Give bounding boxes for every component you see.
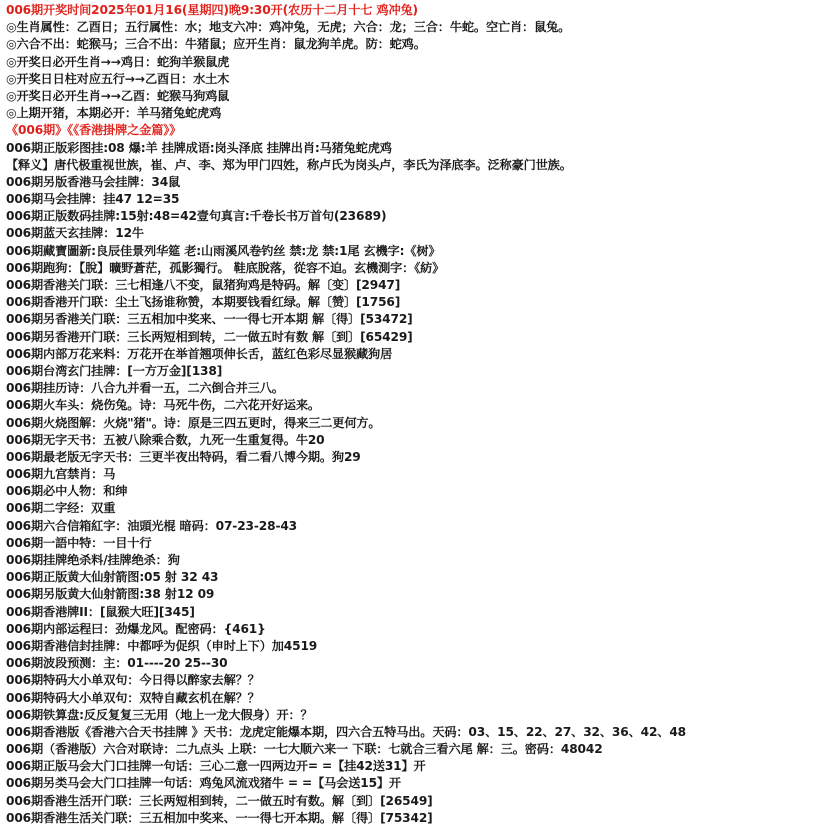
text-line: 006期波段预测：主：01----20 25--30	[6, 656, 228, 671]
text-line: ◎开奖日必开生肖→→鸡日：蛇狗羊猴鼠虎	[6, 54, 230, 69]
text-line: 006期香港关门联：三七相逢八不变，鼠猪狗鸡是特码。解〔变〕[2947]	[6, 278, 401, 292]
text-line: 006期内部运程曰：劲爆龙风。配密码：{461}	[6, 621, 266, 636]
text-line: 006期正版数码挂牌:15射:48=42壹句真言:千卷长书万首句(23689)	[6, 209, 387, 224]
text-line: 006期香港开门联：尘土飞扬谁称赞，本期要钱看红绿。解〔赞〕[1756]	[6, 295, 401, 310]
text-line: 006期蓝天玄挂牌：12牛	[6, 226, 144, 241]
text-line: 006期正版黄大仙射箭图:05 射 32 43	[6, 570, 219, 585]
text-line: ◎六合不出：蛇猴马；三合不出：牛猪鼠；应开生肖：鼠龙狗羊虎。防：蛇鸡。	[6, 37, 426, 52]
text-line: 006期香港版《香港六合天书挂牌 》天书：龙虎定能爆本期，四六合五特马出。天码：03、15、22、27、32、36、42、48	[6, 724, 686, 739]
text-line: 006期香港信封挂牌：中都呼为促织（申时上下）加4519	[6, 638, 318, 653]
text-line: ◎上期开猪，本期必开：羊马猪兔蛇虎鸡	[6, 106, 222, 121]
text-line: 006期挂牌绝杀料/挂牌绝杀：狗	[6, 553, 180, 567]
text-line: 006期正版马会大门口挂牌一句话：三心二意一四两边开= =【挂42送31】开	[6, 759, 426, 774]
text-line: 【释义】唐代极重视世族，崔、卢、李、郑为甲门四姓，称卢氏为岗头卢，李氏为泽底李。泛称豪门世族。	[6, 157, 572, 172]
text-line: 006期火车头：烧伤兔。诗：马死牛伤，二六花开好运来。	[6, 398, 320, 413]
text-line: 006期内部万花来料：万花开在举首翘项伸长舌，蓝红色彩尽显猴藏狗居	[6, 346, 393, 361]
text-line: 006期挂历诗：八合九并看一五，二六倒合并三八。	[6, 381, 284, 396]
text-line: ◎生肖属性：乙酉日；五行属性：水；地支六冲：鸡冲兔，无虎；六合：龙；三合：牛蛇。空亡肖：鼠兔。	[6, 20, 571, 35]
text-line: 006期另版黄大仙射箭图:38 射12 09	[6, 587, 215, 602]
text-line: 006期铁算盘:反反复复三无用（地上一龙大假身）开：？	[6, 707, 313, 722]
text-line: 006期特码大小单双句：双特自藏玄机在解？？	[6, 690, 260, 705]
text-line: 006期跑狗：【脫】曠野蒼茫，孤影獨行。 鞋底脫落，從容不迫。玄機測字：《紡》	[6, 260, 445, 275]
text-line: 006期无字天书：五被八除乘合数，九死一生重复得。牛20	[6, 432, 325, 447]
text-line: 006期（香港版）六合对联诗：二九点头 上联：一七大顺六来一 下联：七就合三看六尾 解：三。密码：48042	[6, 742, 603, 757]
text-line: 006期一語中特：一目十行	[6, 535, 152, 550]
text-line: 006期正版彩图挂:08 爆:羊 挂牌成语:岗头泽底 挂牌出肖:马猪兔蛇虎鸡	[6, 140, 392, 155]
text-line: 006期特码大小单双句：今日得以醉家去解？？	[6, 673, 260, 688]
text-line: 006期台湾玄门挂牌：[一方万金][138]	[6, 363, 223, 378]
text-line: 006期另香港开门联：三长两短相到转，二一做五时有数 解〔到〕[65429]	[6, 329, 413, 344]
text-line: 006期火烧图解：火烧"猪"。诗：原是三四五更时，得来三二更何方。	[6, 415, 381, 430]
header-line: 《006期》《《香港掛牌之金篇》》	[6, 123, 182, 138]
text-line: 006期另香港关门联：三五相加中奖来、一一得七开本期 解〔得〕[53472]	[6, 312, 413, 327]
text-line: 006期另版香港马会挂牌：34鼠	[6, 174, 181, 189]
text-line: 006期香港生活开门联：三长两短相到转，二一做五时有数。解〔到〕[26549]	[6, 793, 433, 808]
text-line: 006期另类马会大门口挂牌一句话：鸡兔风流戏猪牛 = =【马会送15】开	[6, 776, 401, 791]
text-line: 006期香港牌II：[鼠猴大旺][345]	[6, 604, 195, 619]
text-line: 006期必中人物：和绅	[6, 484, 128, 499]
text-line: ◎开奖日必开生肖→→乙酉：蛇猴马狗鸡鼠	[6, 88, 230, 103]
text-line: 006期九宫禁肖：马	[6, 467, 116, 482]
header-line: 006期开奖时间2025年01月16(星期四)晚9:30开(农历十二月十七 鸡冲兔)	[6, 3, 418, 17]
text-line: 006期最老版无字天书：三更半夜出特码，看二看八博今期。狗29	[6, 449, 361, 464]
text-line: 006期香港生活关门联：三五相加中奖来、一一得七开本期。解〔得〕[75342]	[6, 810, 433, 825]
text-line: ◎开奖日日柱对应五行→→乙酉日：水土木	[6, 71, 230, 86]
text-line: 006期二字经：双重	[6, 501, 116, 516]
text-line: 006期六合信箱紅字：油頭光棍 暗码：07-23-28-43	[6, 518, 298, 533]
text-line: 006期马会挂牌：挂47 12=35	[6, 192, 180, 207]
text-line: 006期藏寶圖新:良辰佳景列华筵 老:山雨溪风卷钓丝 禁:龙 禁:1尾 玄機字:《树》	[6, 243, 441, 258]
